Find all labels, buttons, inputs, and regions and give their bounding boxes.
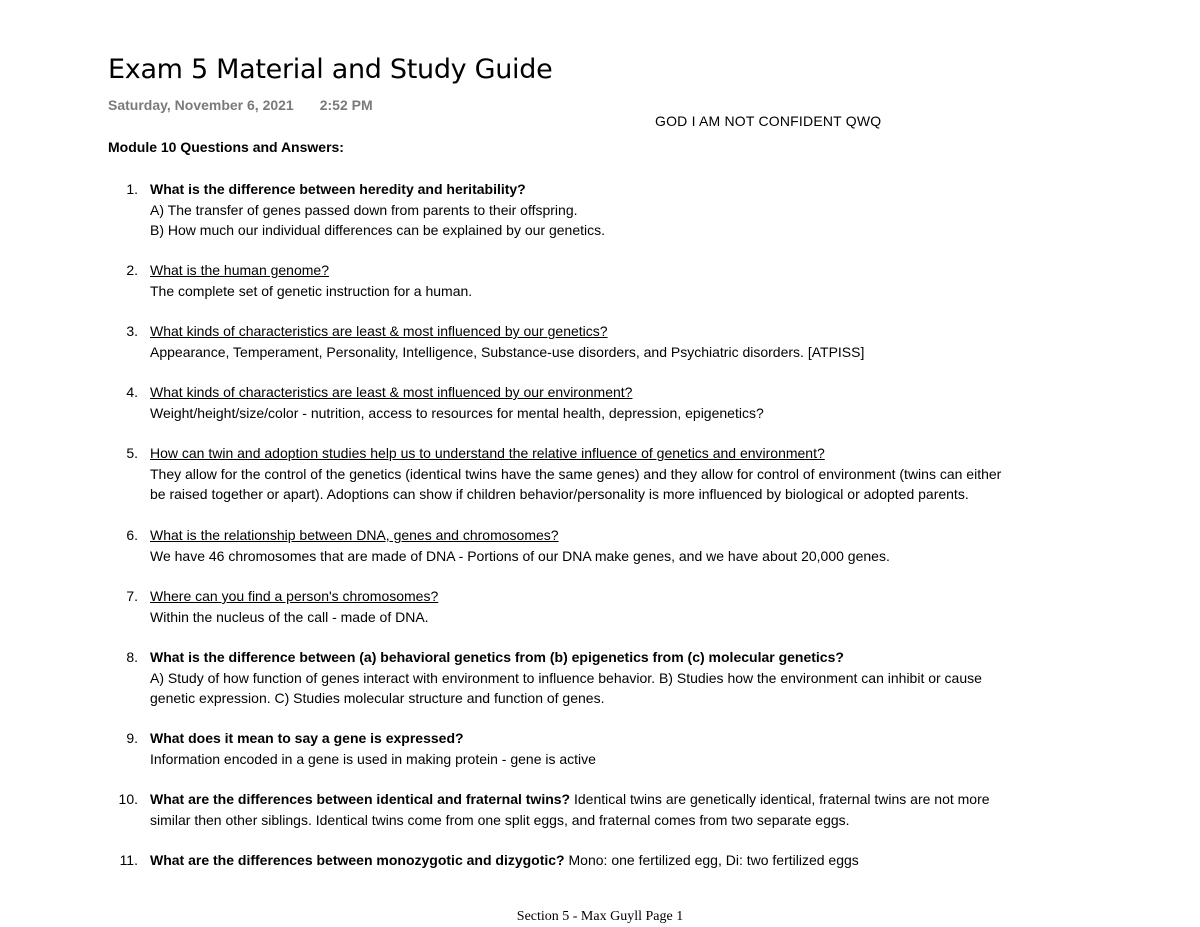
- item-number: 11.: [119, 852, 138, 868]
- answer-line: be raised together or apart). Adoptions can show if children behavior/personality is more influenced by biological or adopted parents.: [150, 486, 969, 502]
- answer-line: They allow for the control of the genetics (identical twins have the same genes) and they allow for control of environment (twins can either: [150, 465, 1002, 482]
- item-number: 5.: [126, 445, 138, 461]
- qa-content: [150, 789, 1100, 830]
- question-line: [150, 260, 1100, 281]
- qa-content: [150, 525, 1100, 566]
- question-text: What is the human genome?: [150, 262, 329, 278]
- answer-line: A) Study of how function of genes interact with environment to influence behavior. B) Studies how the environment can inhibit or cause: [150, 669, 982, 686]
- item-number: 9.: [126, 730, 138, 746]
- section-heading: Module 10 Questions and Answers:: [108, 139, 344, 155]
- answer-text: Mono: one fertilized egg, Di: two fertilized eggs: [564, 852, 859, 868]
- qa-content: [150, 647, 1100, 709]
- question-text: Where can you find a person's chromosomes?: [150, 588, 439, 604]
- question-line: [150, 586, 1100, 607]
- side-note: GOD I AM NOT CONFIDENT QWQ: [655, 113, 882, 129]
- question-line: [150, 647, 1100, 668]
- answer-line: The complete set of genetic instruction for a human.: [150, 282, 473, 299]
- qa-content: [150, 321, 1100, 362]
- qa-content: [150, 728, 1100, 769]
- qa-content: [150, 179, 1100, 241]
- page-time: 2:52 PM: [319, 97, 373, 113]
- question-line: [150, 728, 1100, 749]
- question-text: What are the differences between monozygotic and dizygotic?: [150, 852, 565, 868]
- answer-line: Appearance, Temperament, Personality, Intelligence, Substance-use disorders, and Psychiatric disorders. [ATPISS]: [150, 343, 865, 360]
- answer-line: similar then other siblings. Identical twins come from one split eggs, and fraternal comes from two separate eggs.: [150, 811, 850, 828]
- question-text: What kinds of characteristics are least & most influenced by our genetics?: [150, 323, 608, 339]
- item-number: 4.: [126, 384, 138, 400]
- item-number: 7.: [126, 588, 138, 604]
- question-text: What kinds of characteristics are least & most influenced by our environment?: [150, 384, 633, 400]
- item-number: 8.: [126, 649, 138, 665]
- question-line: [150, 179, 1100, 200]
- answer-line: B) How much our individual differences can be explained by our genetics.: [150, 222, 605, 238]
- question-line: [150, 443, 1100, 464]
- question-line: [150, 850, 1100, 871]
- item-number: 1.: [126, 181, 138, 197]
- answer-line: Information encoded in a gene is used in making protein - gene is active: [150, 750, 596, 767]
- item-number: 6.: [126, 527, 138, 543]
- qa-content: [150, 850, 1100, 871]
- answer-line: Weight/height/size/color - nutrition, access to resources for mental health, depression, epigenetics?: [150, 404, 764, 421]
- page-timestamp: [108, 97, 373, 113]
- question-text: What is the difference between (a) behavioral genetics from (b) epigenetics from (c) molecular genetics?: [150, 649, 844, 665]
- question-line: [150, 789, 1100, 810]
- question-text: What are the differences between identical and fraternal twins?: [150, 791, 571, 807]
- page-date: Saturday, November 6, 2021: [108, 97, 294, 113]
- page-footer: Section 5 - Max Guyll Page 1: [516, 909, 684, 924]
- answer-line: A) The transfer of genes passed down from parents to their offspring.: [150, 201, 578, 218]
- question-line: [150, 382, 1100, 403]
- page-title: Exam 5 Material and Study Guide: [108, 54, 553, 85]
- question-line: [150, 525, 1100, 546]
- item-number: 10.: [118, 791, 138, 807]
- question-text: What does it mean to say a gene is expressed?: [150, 730, 464, 746]
- answer-text: Identical twins are genetically identical, fraternal twins are not more: [570, 791, 990, 807]
- answer-line: Within the nucleus of the call - made of DNA.: [150, 608, 429, 625]
- answer-line: We have 46 chromosomes that are made of DNA - Portions of our DNA make genes, and we have about 20,000 genes.: [150, 547, 890, 564]
- answer-line: genetic expression. C) Studies molecular structure and function of genes.: [150, 690, 605, 706]
- question-text: What is the relationship between DNA, genes and chromosomes?: [150, 527, 559, 543]
- qa-content: [150, 260, 1100, 301]
- item-number: 3.: [126, 323, 138, 339]
- qa-content: [150, 586, 1100, 627]
- question-line: [150, 321, 1100, 342]
- qa-content: [150, 382, 1100, 423]
- question-text: How can twin and adoption studies help us to understand the relative influence of genetics and environment?: [150, 445, 825, 461]
- item-number: 2.: [126, 262, 138, 278]
- question-text: What is the difference between heredity and heritability?: [150, 181, 526, 197]
- qa-content: [150, 443, 1100, 505]
